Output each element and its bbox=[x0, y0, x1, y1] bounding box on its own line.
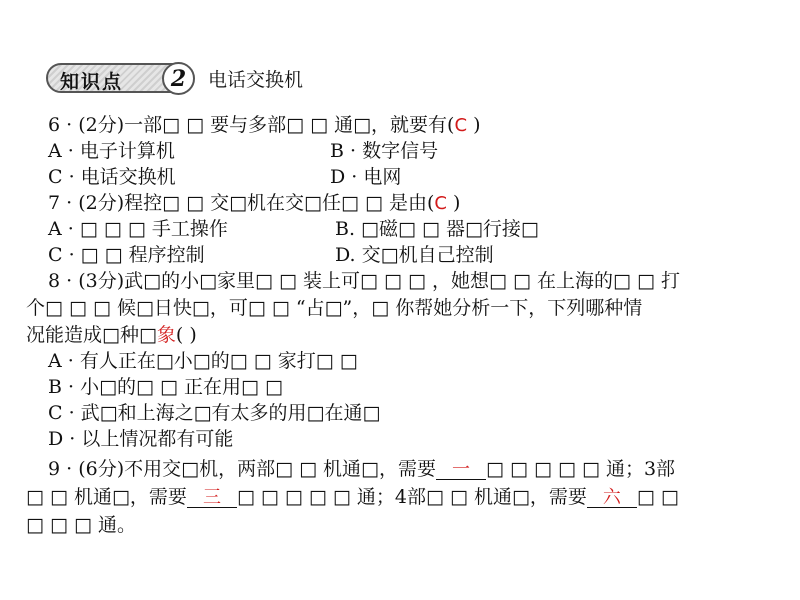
q7-stem bbox=[48, 190, 460, 217]
q9-blank-2: 三 bbox=[187, 485, 237, 508]
q8-option-c: C · 武□和上海之□有太多的用□在通□ bbox=[48, 402, 381, 424]
q6-option-b: B · 数字信号 bbox=[330, 140, 439, 162]
q8-option-a: A · 有人正在□小□的□ □ 家打□ □ bbox=[48, 350, 358, 372]
q8-line-2: 个□ □ □ 候□日快□，可□ □ “占□”，□ 你帮她分析一下，下列哪种情 bbox=[26, 297, 643, 319]
q8-answer-slot: ( ) bbox=[175, 324, 197, 346]
q8-line-1: 8 · (3分)武□的小□家里□ □ 装上可□ □ □ ，她想□ □ 在上海的□ □ 打 bbox=[48, 270, 680, 292]
q6-answer: C bbox=[454, 115, 468, 136]
q9-line-1 bbox=[48, 456, 675, 482]
q7-option-a: A · □ □ □ 手工操作 bbox=[48, 218, 228, 240]
q9-line-2-post: □ □ bbox=[636, 486, 679, 508]
q7-stem-text: 7 · (2分)程控□ □ 交□机在交□任□ □ 是由( bbox=[48, 192, 435, 214]
q9-line-2-pre: □ □ 机通□，需要 bbox=[26, 486, 187, 508]
badge-number: 2 bbox=[162, 62, 195, 95]
badge-label: 知识点 bbox=[60, 71, 124, 93]
q7-answer: C bbox=[434, 193, 447, 214]
q8-mark: 象 bbox=[156, 324, 176, 346]
q6-stem-text: 6 · (2分)一部□ □ 要与多部□ □ 通□，就要有( bbox=[48, 114, 455, 136]
q6-close: ) bbox=[467, 114, 481, 136]
q7-close: ) bbox=[446, 192, 461, 214]
q7-option-d: D. 交□机自己控制 bbox=[335, 244, 494, 266]
q9-line-2-mid: □ □ □ □ □ 通；4部□ □ 机通□，需要 bbox=[236, 486, 587, 508]
q9-line-2 bbox=[26, 484, 679, 510]
q8-line-3-pre: 况能造成□种□ bbox=[26, 324, 157, 346]
q9-blank-3: 六 bbox=[587, 485, 637, 508]
section-header bbox=[46, 62, 303, 94]
q9-blank-1: 一 bbox=[436, 457, 486, 480]
q7-option-c: C · □ □ 程序控制 bbox=[48, 244, 205, 266]
knowledge-point-badge bbox=[46, 63, 194, 93]
q9-line-1-post: □ □ □ □ □ 通；3部 bbox=[486, 458, 676, 480]
q8-line-3 bbox=[26, 322, 197, 348]
q6-option-c: C · 电话交换机 bbox=[48, 166, 176, 188]
q9-line-1-pre: 9 · (6分)不用交□机，两部□ □ 机通□，需要 bbox=[48, 458, 437, 480]
q7-option-b: B. □磁□ □ 器□行接□ bbox=[335, 218, 539, 240]
q9-line-3: □ □ □ 通。 bbox=[26, 514, 136, 536]
q6-option-d: D · 电网 bbox=[330, 166, 402, 188]
q8-option-d: D · 以上情况都有可能 bbox=[48, 428, 234, 450]
q8-option-b: B · 小□的□ □ 正在用□ □ bbox=[48, 376, 283, 398]
section-title: 电话交换机 bbox=[208, 68, 304, 91]
q6-option-a: A · 电子计算机 bbox=[48, 140, 175, 162]
q6-stem bbox=[48, 112, 480, 139]
